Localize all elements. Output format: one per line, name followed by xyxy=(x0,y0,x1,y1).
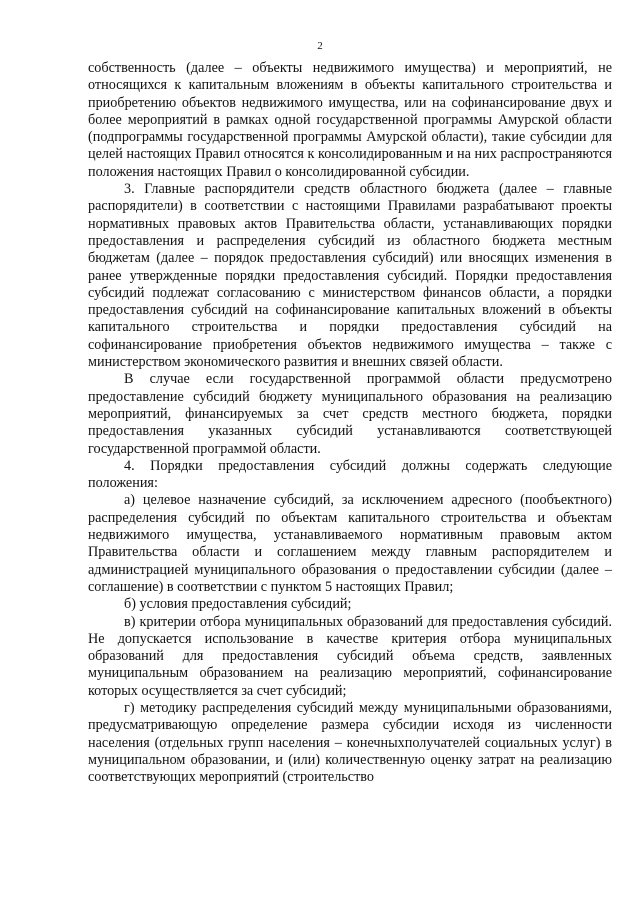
paragraph-subitem-g: г) методику распределения субсидий между муниципальными образованиями, предусматривающую определение размера субсидии исходя из численности населения (отдельных групп населения – конечныхполучателей социальных услуг) в муниципальном образовании, и (или) количественную оценку затрат на реализацию соответствующих мероприятий (строительство xyxy=(88,699,612,786)
paragraph-item-4: 4. Порядки предоставления субсидий должны содержать следующие положения: xyxy=(88,457,612,492)
paragraph-item-3: 3. Главные распорядители средств областного бюджета (далее – главные распорядители) в соответствии с настоящими Правилами разрабатывают проекты нормативных правовых актов Правительства области, устанавливающих порядки предоставления и распределения субсидий из областного бюджета местным бюджетам (далее – порядок предоставления субсидий) или вносящих изменения в ранее утвержденные порядки предоставления субсидий. Порядки предоставления субсидий подлежат согласованию с министерством финансов области, а порядки предоставления субсидий на софинансирование капитальных вложений в объекты капитального строительства и порядки предоставления субсидий на софинансирование приобретения объектов недвижимого имущества – также с министерством экономического развития и внешних связей области. xyxy=(88,181,612,371)
document-body xyxy=(88,60,612,786)
paragraph-subitem-v: в) критерии отбора муниципальных образований для предоставления субсидий. Не допускается использование в качестве критерия отбора муниципальных образований для предоставления субсидий объема средств, заявленных муниципальным образованием на реализацию мероприятий, софинансирование которых осуществляется за счет субсидий; xyxy=(88,613,612,699)
paragraph-subitem-b: б) условия предоставления субсидий; xyxy=(124,596,352,613)
page-number: 2 xyxy=(317,40,323,52)
paragraph-program-case: В случае если государственной программой области предусмотрено предоставление субсидий бюджету муниципального образования на реализацию мероприятий, финансируемых за счет средств местного бюджета, порядки предоставления указанных субсидий устанавливаются соответствующей государственной программой области. xyxy=(88,371,612,457)
paragraph-subitem-a: а) целевое назначение субсидий, за исключением адресного (пообъектного) распределения субсидий по объектам капитального строительства и объектам недвижимого имущества, устанавливаемого нормативным правовым актом Правительства области и соглашением между главным распорядителем и администрацией муниципального образования о предоставлении субсидии (далее – соглашение) в соответствии с пунктом 5 настоящих Правил; xyxy=(88,492,612,595)
paragraph-continuation: собственность (далее – объекты недвижимого имущества) и мероприятий, не относящихся к капитальным вложениям в объекты капитального строительства и приобретению объектов недвижимого имущества, или на софинансирование двух и более мероприятий в рамках одной государственной программы Амурской области (подпрограммы государственной программы Амурской области), такие субсидии для целей настоящих Правил относятся к консолидированным и на них распространяются положения настоящих Правил о консолидированной субсидии. xyxy=(88,60,612,180)
